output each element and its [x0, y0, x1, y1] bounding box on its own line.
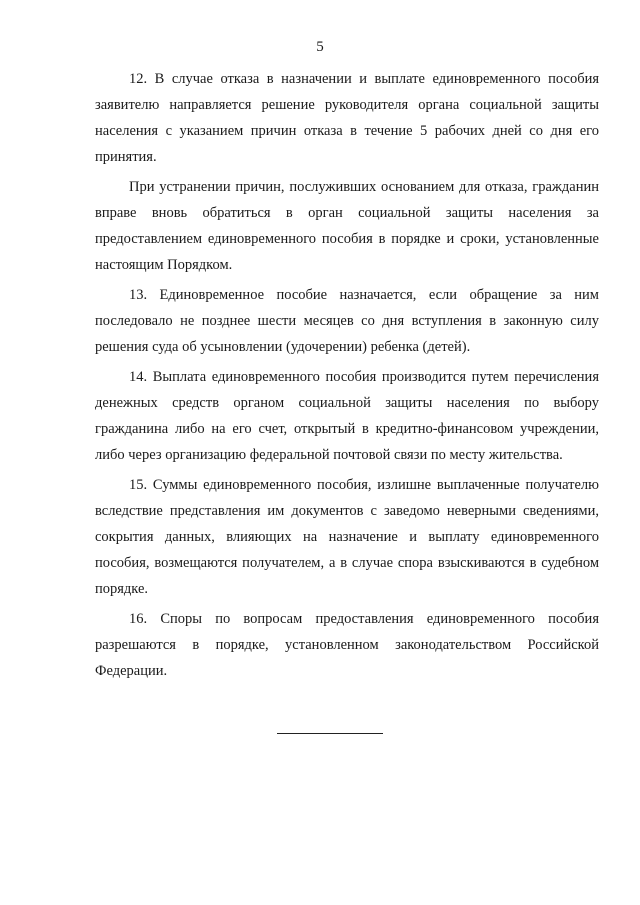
paragraph-13: 13. Единовременное пособие назначается, если обращение за ним последовало не позднее шести месяцев со дня вступления в законную силу решения суда об усыновлении (удочерении) ребенка (детей).	[95, 287, 599, 355]
paragraph-15: 15. Суммы единовременного пособия, излишне выплаченные получателю вследствие представления им документов с заведомо неверными сведениями, сокрытия данных, влияющих на назначение и выплату единовременного пособия, возмещаются получателем, а в случае спора взыскиваются в судебном порядке.	[95, 477, 599, 597]
document-body	[95, 66, 599, 688]
paragraph-12: 12. В случае отказа в назначении и выплате единовременного пособия заявителю направляется решение руководителя органа социальной защиты населения с указанием причин отказа в течение 5 рабочих дней со дня его принятия.	[95, 71, 599, 165]
paragraph-16: 16. Споры по вопросам предоставления единовременного пособия разрешаются в порядке, установленном законодательством Российской Федерации.	[95, 611, 599, 679]
end-separator-line	[277, 733, 383, 734]
page-number: 5	[316, 39, 324, 55]
paragraph-14: 14. Выплата единовременного пособия производится путем перечисления денежных средств органом социальной защиты населения по выбору гражданина либо на его счет, открытый в кредитно-финансовом учреждении, либо через организацию федеральной почтовой связи по месту жительства.	[95, 369, 599, 463]
paragraph-12-continuation: При устранении причин, послуживших основанием для отказа, гражданин вправе вновь обратиться в орган социальной защиты населения за предоставлением единовременного пособия в порядке и сроки, установленные настоящим Порядком.	[95, 179, 599, 273]
